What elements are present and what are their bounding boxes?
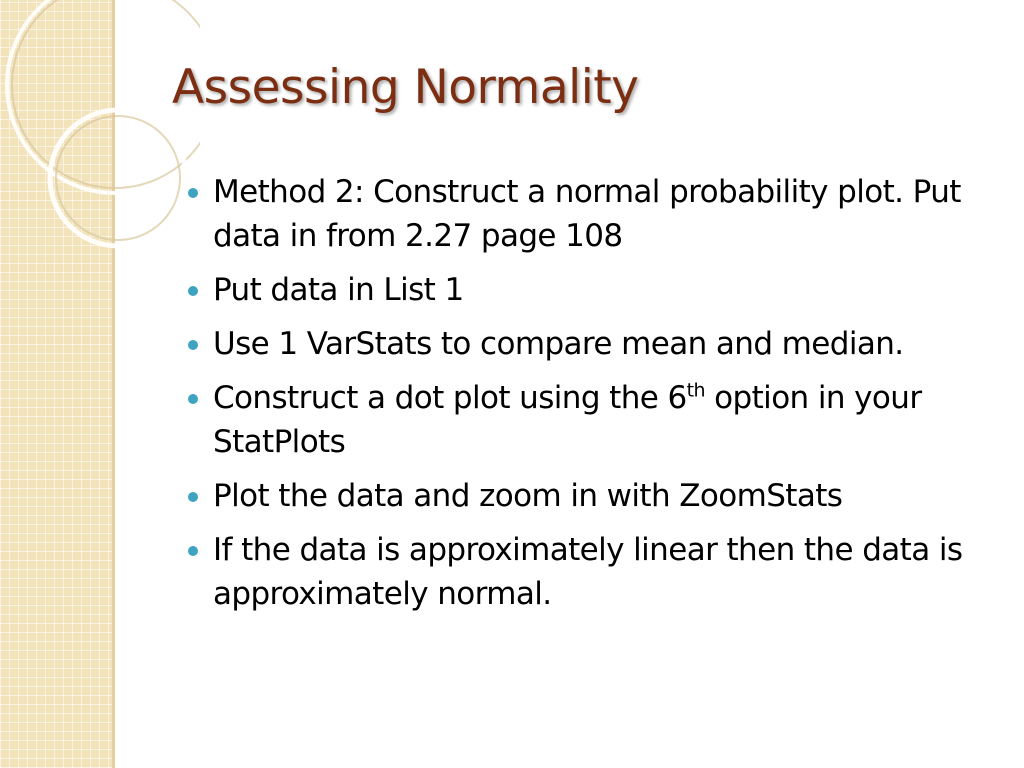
bullet-dot-icon <box>188 546 198 556</box>
bullet-dot-icon <box>188 188 198 198</box>
bullet-item <box>188 322 988 366</box>
bullet-list <box>188 170 988 626</box>
bullet-item <box>188 376 988 464</box>
bullet-text: Plot the data and zoom in with ZoomStats <box>213 478 843 514</box>
bullet-dot-icon <box>188 394 198 404</box>
bullet-item <box>188 170 988 258</box>
slide-title: Assessing Normality <box>172 60 639 115</box>
bullet-item <box>188 474 988 518</box>
bullet-text: Put data in List 1 <box>213 272 464 308</box>
bullet-item <box>188 528 988 616</box>
bullet-dot-icon <box>188 286 198 296</box>
bullet-dot-icon <box>188 492 198 502</box>
bullet-item <box>188 268 988 312</box>
bullet-text: Use 1 VarStats to compare mean and median. <box>213 326 904 362</box>
bullet-dot-icon <box>188 340 198 350</box>
decorative-rings <box>0 0 200 300</box>
bullet-text: If the data is approximately linear then the data is approximately normal. <box>213 532 963 612</box>
bullet-text: Method 2: Construct a normal probability plot. Put data in from 2.27 page 108 <box>213 174 961 254</box>
ordinal-superscript: th <box>686 379 705 402</box>
bullet-text-end: option in your StatPlots <box>213 380 922 460</box>
bullet-text-start: Construct a dot plot using the 6 <box>213 380 687 416</box>
